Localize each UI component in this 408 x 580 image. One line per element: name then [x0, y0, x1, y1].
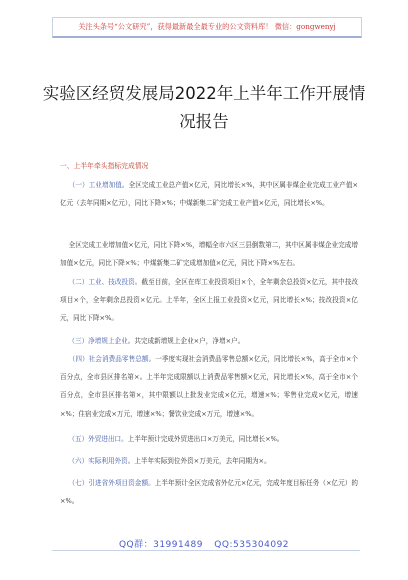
paragraph-lead: （五）外贸进出口。 [68, 435, 128, 443]
paragraph-text: 截至目前，全区在库工业投资项目×个，全年剩余总投资×亿元，其中技改项目×个，全年剩余总投资×亿元。上半年，全区上报工业投资×亿元，同比增长×%；技改投资×亿元，同比下降×%。 [60, 278, 359, 323]
paragraph-text: 上半年实际到位外资×万美元，去年同期为×。 [134, 457, 271, 465]
paragraph-lead: （七）引进省外项目资金额。 [68, 479, 155, 487]
paragraph-investment [60, 273, 358, 328]
paragraph-new-enterprises [60, 332, 358, 350]
paragraph-industrial-added-value [60, 236, 358, 272]
paragraph-external-funds [60, 474, 358, 510]
footer-contact [0, 537, 408, 550]
paragraph-text: 上半年预计完成外贸进出口×万美元，同比增长×%。 [127, 435, 284, 443]
paragraph-lead: （四）社会消费品零售总额。 [68, 355, 156, 363]
paragraph-lead: （六）实际利用外资。 [68, 457, 135, 465]
paragraph-lead: （三）净增规上企业。 [68, 337, 135, 345]
paragraph-lead: （二）工业、技改投资。 [68, 278, 142, 286]
footer-divider [52, 550, 360, 551]
paragraph-lead: （一）工业增加值。 [68, 181, 129, 189]
paragraph-text: 上半年预计全区完成省外亿元×亿元，完成年度目标任务（×亿元）的×%。 [60, 479, 358, 506]
paragraph-foreign-trade [60, 430, 358, 448]
paragraph-industrial-value [60, 176, 358, 212]
title-line-1: 实验区经贸发展局2022年上半年工作开展情 [42, 84, 366, 103]
qq-number: QQ:535304092 [214, 540, 290, 550]
paragraph-text: 共完成新增规上企业×户，净增×户。 [134, 337, 245, 345]
paragraph-retail-sales [60, 350, 358, 423]
top-banner: 关注头条号“公文研究”，获得最新最全最专业的公文资料库！ 微信：gongwenyj [52, 17, 362, 38]
section-heading: 一、上半年牵头指标完成情况 [60, 162, 149, 170]
title-line-2: 况报告 [179, 112, 229, 131]
paragraph-text: 一季度实现社会消费品零售总额×亿元，同比增长×%，高于全市×个百分点，全市县区排名第×。上半年完成限额以上消费品零售额×亿元，同比增长×%，高于全市×个百分点，全市县区排名第×，其中限额以上批发业完成×亿元，增速×%；零售业完成×亿元，增速×%；住宿业完成×万元，增速×%；餐饮业完成×万元，增速×%。 [60, 355, 359, 418]
paragraph-text: 全区完成工业总产值×亿元，同比增长×%，其中区属非煤企业完成工业产值×亿元（去年同期×亿元），同比下降×%；中煤新集二矿完成工业产值×亿元，同比增长×%。 [60, 181, 359, 208]
qq-group: QQ群：31991489 [118, 540, 203, 550]
paragraph-foreign-investment [60, 452, 358, 470]
paragraph-text: 全区完成工业增加值×亿元，同比下降×%，增幅全市六区三县倒数第二，其中区属非煤企业完成增加值×亿元，同比下降×%；中煤新集二矿完成增加值×亿元，同比下降×%左右。 [60, 241, 358, 268]
